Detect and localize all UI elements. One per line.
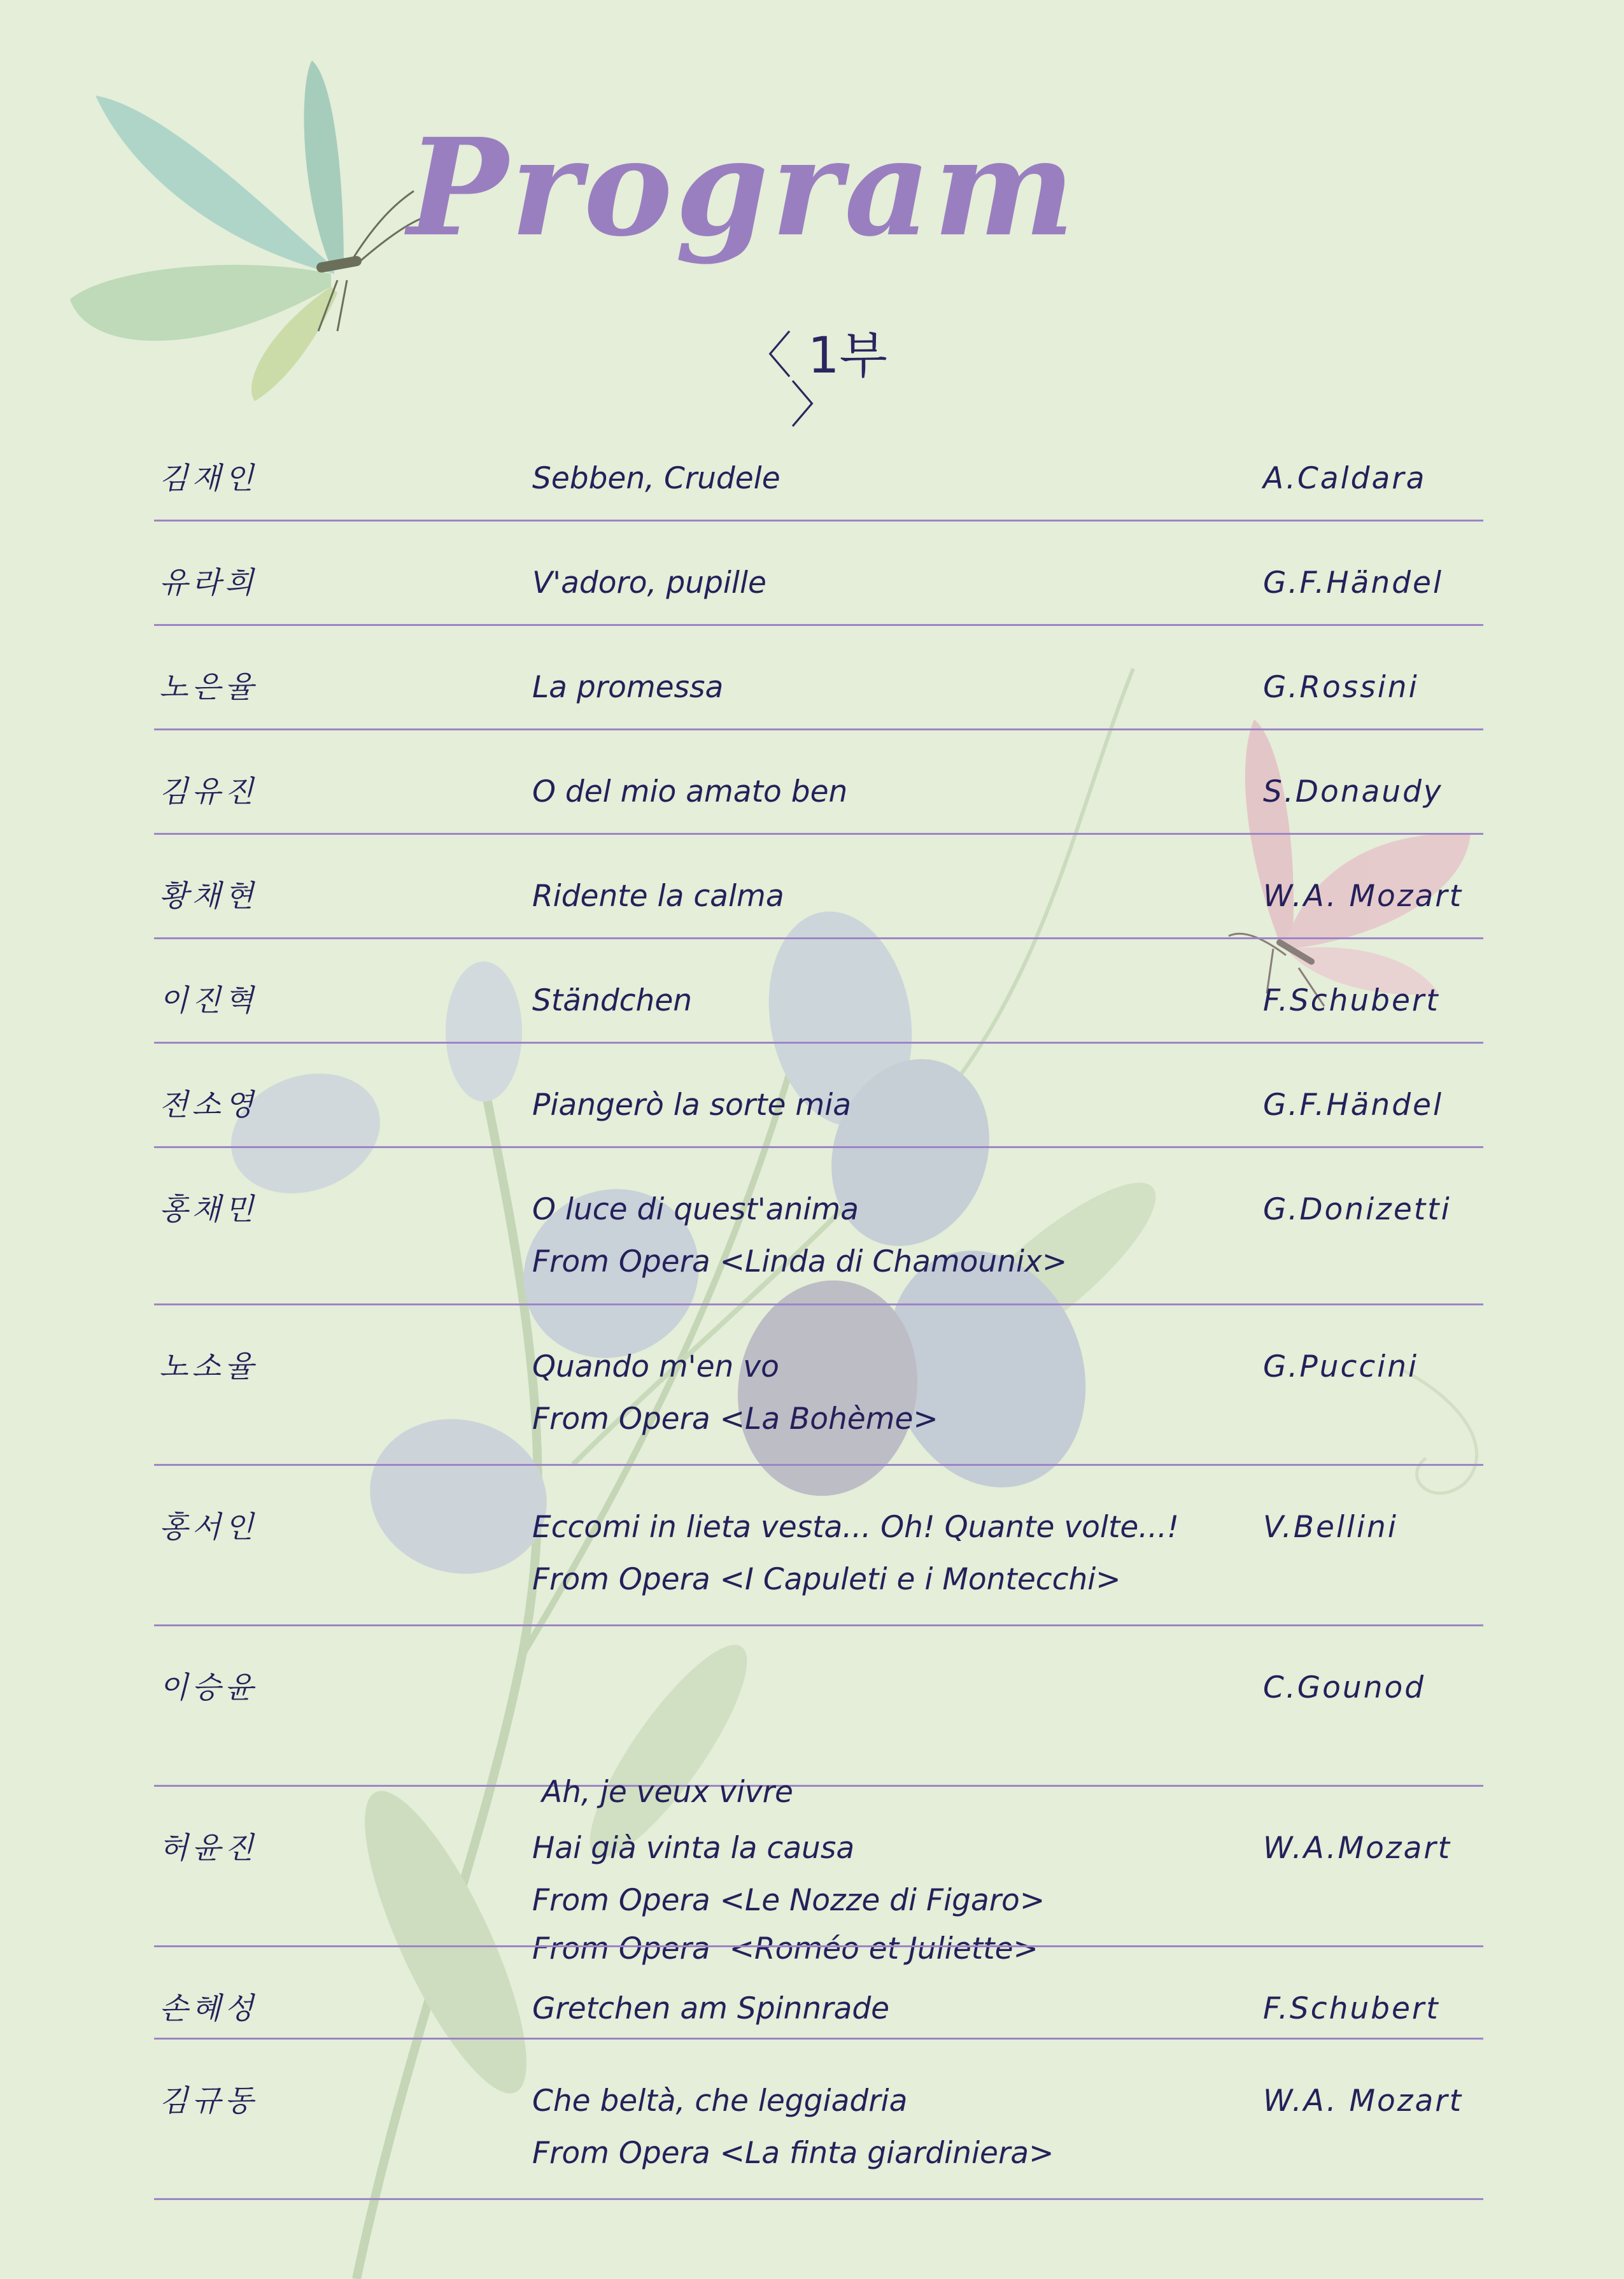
piece-title	[532, 1822, 1045, 1927]
composer-name: G.Rossini	[1263, 670, 1419, 705]
performer-name: 이승윤	[159, 1670, 258, 1705]
performer-name: 전소영	[159, 1088, 258, 1123]
performer-name: 김재인	[159, 461, 258, 496]
piece-title	[532, 662, 723, 714]
piece-title	[532, 1341, 938, 1445]
program-row	[154, 730, 1483, 835]
performer-name: 허윤진	[159, 1831, 258, 1866]
piece-name: V'adoro, pupille	[532, 565, 766, 600]
program-row	[154, 835, 1483, 939]
opera-source: From Opera <I Capuleti e i Montecchi>	[532, 1562, 1121, 1597]
composer-name: W.A.Mozart	[1263, 1831, 1452, 1866]
performer-name: 김규동	[159, 2084, 258, 2119]
program-row	[154, 1787, 1483, 1947]
opera-source: From Opera <Linda di Chamounix>	[532, 1244, 1068, 1279]
piece-name: Piangerò la sorte mia	[532, 1088, 852, 1123]
opera-source: From Opera <Le Nozze di Figaro>	[532, 1883, 1045, 1918]
composer-name: F.Schubert	[1263, 1991, 1440, 2026]
composer-name: A.Caldara	[1263, 461, 1427, 496]
opera-source: From Opera <La finta giardiniera>	[532, 2136, 1054, 2171]
performer-name: 손혜성	[159, 1991, 258, 2026]
opera-source: From Opera <Roméo et Juliette>	[532, 1931, 1038, 1966]
composer-name: W.A. Mozart	[1263, 2084, 1464, 2119]
composer-name: G.F.Händel	[1263, 1088, 1444, 1123]
piece-name: Gretchen am Spinnrade	[532, 1991, 890, 2026]
composer-name: S.Donaudy	[1263, 774, 1443, 809]
piece-title	[532, 1184, 1067, 1288]
piece-title	[532, 453, 780, 505]
program-list	[154, 417, 1483, 2200]
piece-name: O del mio amato ben	[532, 774, 848, 809]
program-row	[154, 1466, 1483, 1626]
piece-name: Eccomi in lieta vesta... Oh! Quante volte...!	[532, 1510, 1179, 1545]
composer-name: G.F.Händel	[1263, 565, 1444, 600]
program-row	[154, 2040, 1483, 2200]
performer-name: 홍채민	[159, 1192, 258, 1227]
section-heading: 〈 1부 〉	[742, 327, 887, 434]
performer-name: 김유진	[159, 774, 258, 809]
performer-name: 노은율	[159, 670, 258, 705]
piece-name: Sebben, Crudele	[532, 461, 780, 496]
composer-name: F.Schubert	[1263, 983, 1440, 1018]
piece-name: Ah, je veux vivre	[532, 1775, 793, 1810]
piece-title	[532, 2075, 1054, 2180]
program-row	[154, 1044, 1483, 1148]
composer-name: W.A. Mozart	[1263, 879, 1464, 914]
piece-name: Ständchen	[532, 983, 693, 1018]
performer-name: 유라희	[159, 565, 258, 600]
program-row	[154, 522, 1483, 626]
piece-title	[532, 975, 692, 1027]
program-row	[154, 626, 1483, 730]
program-row	[154, 1148, 1483, 1305]
program-row	[154, 417, 1483, 522]
piece-name: Ridente la calma	[532, 879, 784, 914]
piece-title	[532, 766, 847, 818]
piece-title	[532, 557, 766, 609]
composer-name: G.Puccini	[1263, 1349, 1419, 1384]
performer-name: 황채현	[159, 879, 258, 914]
composer-name: V.Bellini	[1263, 1510, 1398, 1545]
page-title: Program	[407, 109, 1078, 266]
piece-title	[532, 1502, 1179, 1606]
piece-name: Quando m'en vo	[532, 1349, 779, 1384]
program-row	[154, 1947, 1483, 2040]
composer-name: C.Gounod	[1263, 1670, 1426, 1705]
composer-name: G.Donizetti	[1263, 1192, 1451, 1227]
piece-name: O luce di quest'anima	[532, 1192, 859, 1227]
opera-source: From Opera <La Bohème>	[532, 1402, 938, 1437]
butterfly-illustration	[70, 60, 427, 401]
piece-title	[532, 870, 784, 923]
piece-name: Che beltà, che leggiadria	[532, 2084, 908, 2119]
piece-title	[532, 1983, 889, 2035]
piece-name: Hai già vinta la causa	[532, 1831, 855, 1866]
performer-name: 이진혁	[159, 983, 258, 1018]
program-row	[154, 1305, 1483, 1466]
piece-name: La promessa	[532, 670, 724, 705]
performer-name: 노소율	[159, 1349, 258, 1384]
performer-name: 홍서인	[159, 1510, 258, 1545]
piece-title	[532, 1079, 851, 1132]
program-row	[154, 939, 1483, 1044]
